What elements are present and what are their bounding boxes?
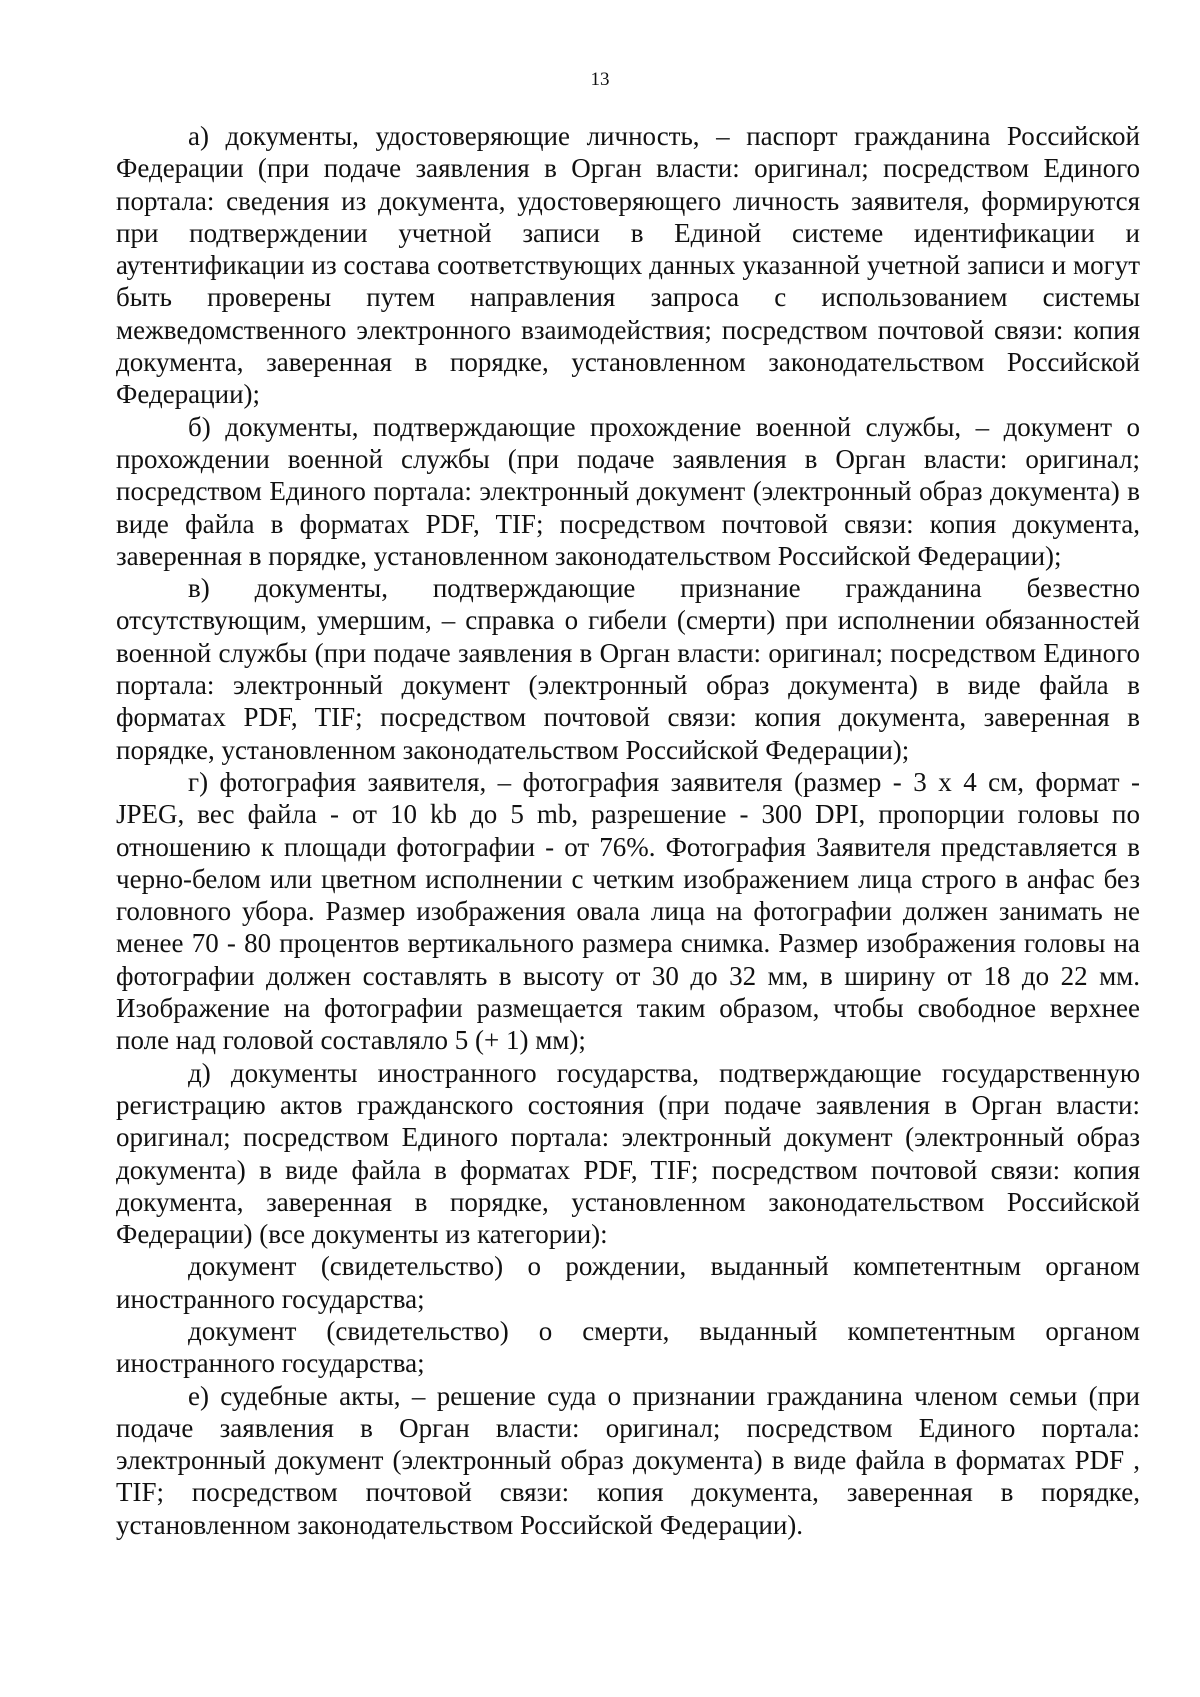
paragraph-e-court-acts: е) судебные акты, – решение суда о признании гражданина членом семьи (при подаче заявления в Орган власти: оригинал; посредством Единого портала: электронный документ (электронный образ документа) в виде файла в форматах PDF , TIF; посредством почтовой связи: копия документа, заверенная в порядке, установленном законодательством Российской Федерации). (116, 1380, 1140, 1540)
paragraph-v-missing-deceased-documents: в) документы, подтверждающие признание гражданина безвестно отсутствующим, умершим, – справка о гибели (смерти) при исполнении обязанностей военной службы (при подаче заявления в Орган власти: оригинал; посредством Единого портала: электронный документ (электронный образ документа) в виде файла в форматах PDF, TIF; посредством почтовой связи: копия документа, заверенная в порядке, установленном законодательством Российской Федерации); (116, 573, 1140, 765)
paragraph-a-identity-documents: а) документы, удостоверяющие личность, – паспорт гражданина Российской Федерации (при подаче заявления в Орган власти: оригинал; посредством Единого портала: сведения из документа, удостоверяющего личность заявителя, формируются при подтверждении учетной записи в Единой системе идентификации и аутентификации из состава соответствующих данных указанной учетной записи и могут быть проверены путем направления запроса с использованием системы межведомственного электронного взаимодействия; посредством почтовой связи: копия документа, заверенная в порядке, установленном законодательством Российской Федерации); (116, 121, 1140, 410)
document-body (116, 120, 1140, 1541)
page-number: 13 (590, 69, 610, 90)
paragraph-d-foreign-state-documents: д) документы иностранного государства, подтверждающие государственную регистрацию актов гражданского состояния (при подаче заявления в Орган власти: оригинал; посредством Единого портала: электронный документ (электронный образ документа) в виде файла в форматах PDF, TIF; посредством почтовой связи: копия документа, заверенная в порядке, установленном законодательством Российской Федерации) (все документы из категории): (116, 1057, 1140, 1250)
paragraph-b-military-service-documents: б) документы, подтверждающие прохождение военной службы, – документ о прохождении военной службы (при подаче заявления в Орган власти: оригинал; посредством Единого портала: электронный документ (электронный образ документа) в виде файла в форматах PDF, TIF; посредством почтовой связи: копия документа, заверенная в порядке, установленном законодательством Российской Федерации); (116, 411, 1140, 571)
paragraph-death-certificate: документ (свидетельство) о смерти, выданный компетентным органом иностранного государства; (116, 1315, 1140, 1379)
paragraph-g-applicant-photo: г) фотография заявителя, – фотография заявителя (размер - 3 х 4 см, формат - JPEG, вес файла - от 10 kb до 5 mb, разрешение - 300 DPI, пропорции головы по отношению к площади фотографии - от 76%. Фотография Заявителя представляется в черно-белом или цветном исполнении с четким изображением лица строго в анфас без головного убора. Размер изображения овала лица на фотографии должен занимать не менее 70 - 80 процентов вертикального размера снимка. Размер изображения головы на фотографии должен составлять в высоту от 30 до 32 мм, в ширину от 18 до 22 мм. Изображение на фотографии размещается таким образом, чтобы свободное верхнее поле над головой составляло 5 (+ 1) мм); (116, 766, 1140, 1056)
paragraph-birth-certificate: документ (свидетельство) о рождении, выданный компетентным органом иностранного государства; (116, 1251, 1140, 1314)
